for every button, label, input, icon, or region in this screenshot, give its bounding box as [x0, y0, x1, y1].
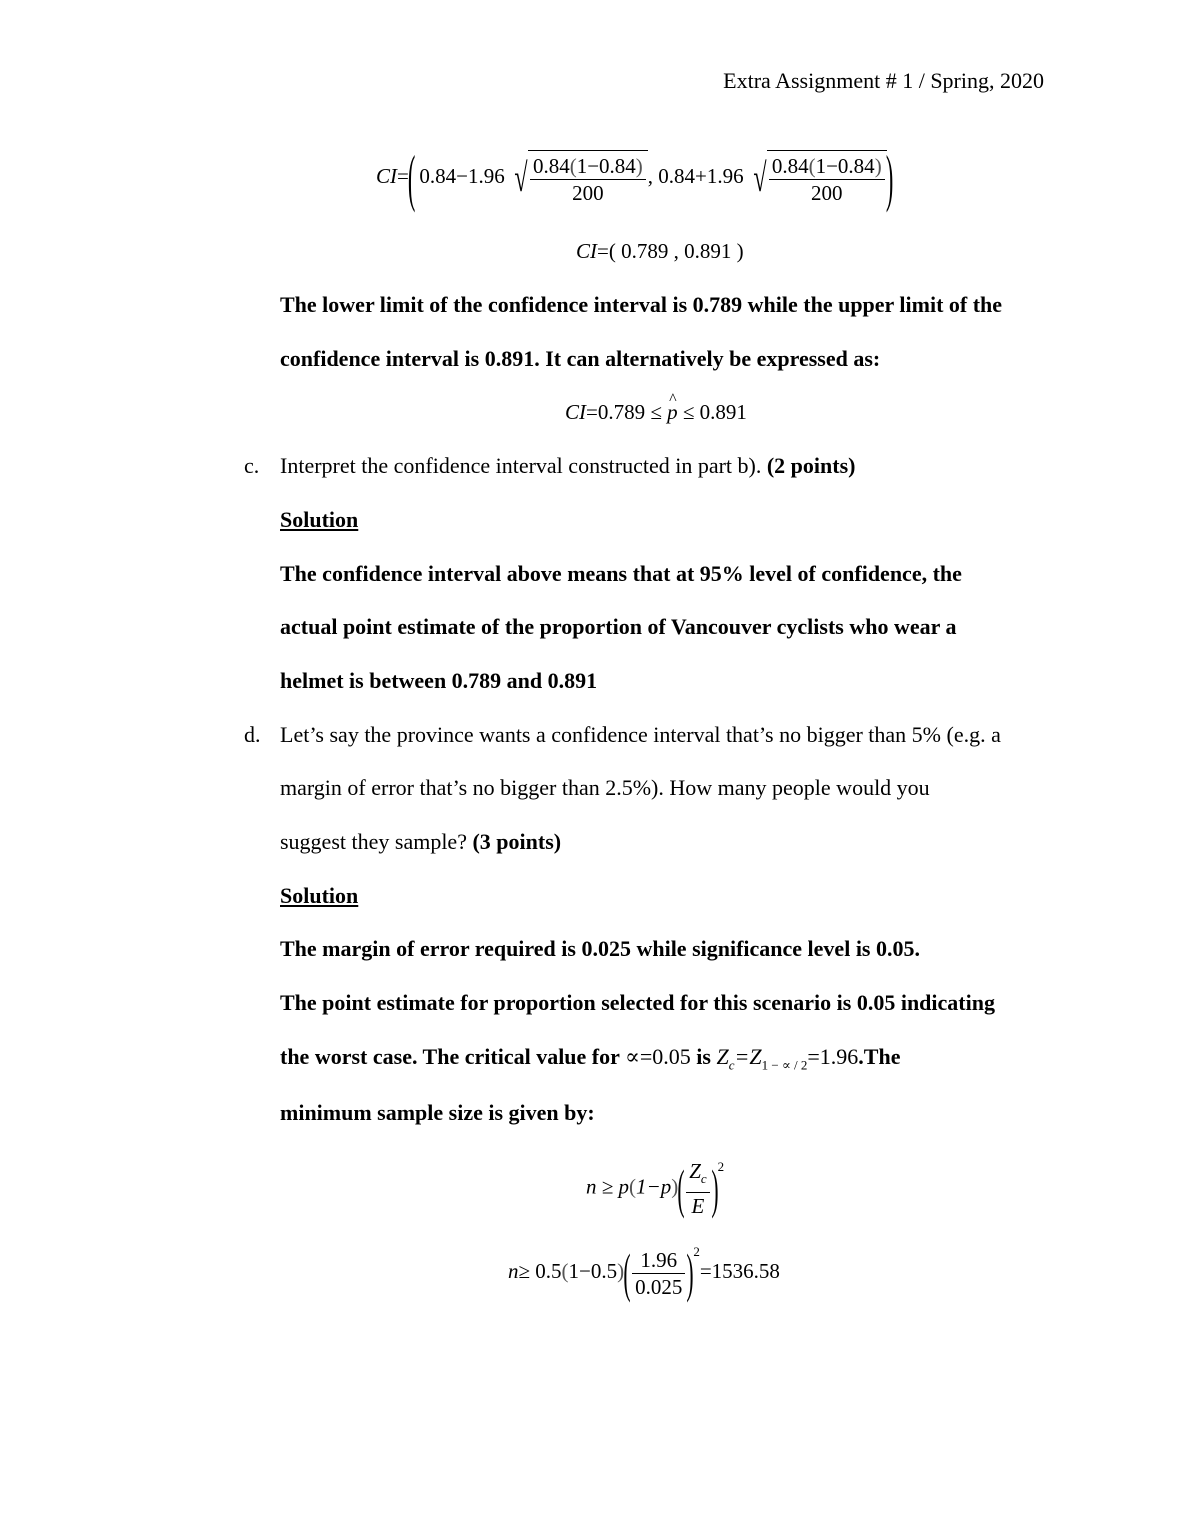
ci-result [576, 236, 744, 266]
equals-sign: = [397, 163, 409, 188]
lower-term: 0.84−1.96 [419, 163, 505, 188]
item-d-answer-line1: The margin of error required is 0.025 while significance level is 0.05. [280, 936, 920, 961]
item-c-solution-heading: Solution [280, 507, 359, 532]
ci-symbol: CI [565, 400, 586, 424]
answer3-is: is [690, 1044, 717, 1069]
power-2: 2 [717, 1159, 725, 1175]
n-ge-p: n ≥ p [586, 1174, 630, 1199]
close-paren: ) [686, 1243, 694, 1303]
ci-inequality [565, 397, 747, 427]
one-minus-p: 1−p [636, 1174, 672, 1199]
page-header: Extra Assignment # 1 / Spring, 2020 [723, 68, 1044, 93]
ci-symbol: CI [376, 163, 397, 188]
item-c-points: (2 points) [766, 453, 856, 478]
z-equals: =Z [734, 1044, 762, 1069]
frac2-num: 0.84 [771, 154, 809, 178]
p-hat: ^ p [667, 397, 678, 427]
frac-den: 200 [572, 181, 604, 205]
radical-icon: √ [514, 155, 528, 200]
item-c-question [280, 451, 855, 481]
radical-icon: √ [753, 155, 767, 200]
z-num-sub: c [700, 1171, 707, 1187]
item-d-line1: Let’s say the province wants a confidence interval that’s no bigger than 5% (e.g. a [280, 722, 1001, 747]
item-d-answer-line3 [280, 1042, 900, 1080]
alpha-value: ∝=0.05 [625, 1044, 691, 1069]
open-paren: ( [623, 1243, 631, 1303]
e-den: E [691, 1194, 705, 1219]
frac2-den: 200 [811, 181, 843, 205]
item-d-line2: margin of error that’s no bigger than 2.5%). How many people would you [280, 775, 930, 800]
item-c-answer-line2: actual point estimate of the proportion of Vancouver cyclists who wear a [280, 614, 957, 639]
sqrt-2 [749, 150, 887, 206]
item-d-marker: d. [244, 722, 261, 747]
comma: , [647, 163, 654, 188]
fraction-2: $\frac{0.84(1-0.84)}{200}$ [769, 153, 885, 206]
item-c-answer-line1: The confidence interval above means that at 95% level of confidence, the [280, 561, 962, 586]
ge-half: ≥ 0.5 [518, 1258, 562, 1283]
n-symbol: n [508, 1258, 519, 1283]
frac-num: 0.84 [532, 154, 570, 178]
power-2: 2 [693, 1243, 700, 1259]
num-196: 1.96 [632, 1247, 685, 1274]
sample-size-formula: n ≥ p(1−p)( $\frac{Z_c}{E}$ )$^2$ [586, 1158, 725, 1219]
ci-symbol: CI [576, 239, 597, 263]
item-c-marker: c. [244, 453, 260, 478]
ci-formula [376, 142, 894, 213]
answer3-end: .The [858, 1044, 901, 1069]
upper-term: 0.84+1.96 [658, 163, 744, 188]
answer3-text: the worst case. The critical value for [280, 1044, 625, 1069]
item-d-answer-line4: minimum sample size is given by: [280, 1100, 595, 1125]
sqrt-1 [510, 150, 648, 206]
ci-result-value: =( 0.789 , 0.891 ) [597, 239, 744, 263]
item-d-points: (3 points) [472, 829, 562, 854]
close-paren: ) [711, 1158, 719, 1219]
fraction-1: $\frac{0.84(1-0.84)}{200}$ [530, 153, 646, 206]
z-num: Z [689, 1159, 701, 1183]
item-c-text: Interpret the confidence interval constructed in part b). [280, 453, 767, 478]
z-sub-c: c [728, 1057, 735, 1073]
frac-num-inner: 1−0.84 [576, 154, 636, 178]
ineq-right: ≤ 0.891 [677, 400, 747, 424]
item-d-solution-heading: Solution [280, 883, 359, 908]
z-over-e [686, 1158, 709, 1219]
sample-size-calc: n≥ 0.5(1−0.5)( $\frac{1.96}{0.025}$ )$^2$=1536.58 [508, 1243, 780, 1303]
frac2-num-inner: 1−0.84 [815, 154, 875, 178]
result-value: =1536.58 [699, 1258, 780, 1283]
open-paren: ( [677, 1158, 685, 1219]
item-c-answer-line3: helmet is between 0.789 and 0.891 [280, 668, 598, 693]
z-over-e-values [632, 1247, 685, 1300]
z-symbol: Z [716, 1044, 729, 1069]
z-value: =1.96 [807, 1044, 859, 1069]
close-paren: ) [885, 142, 894, 213]
den-0025: 0.025 [635, 1274, 683, 1299]
open-paren: ( [407, 142, 416, 213]
para1-line1: The lower limit of the confidence interval is 0.789 while the upper limit of the [280, 292, 1003, 317]
item-d-line3-text: suggest they sample? [280, 829, 473, 854]
z-sub-alpha: 1 − ∝ / 2 [761, 1057, 808, 1073]
item-d-answer-line2: The point estimate for proportion selected for this scenario is 0.05 indicating [280, 990, 995, 1015]
item-d-line3 [280, 827, 561, 857]
ineq-left: =0.789 ≤ [586, 400, 668, 424]
one-minus-half: 1−0.5 [568, 1258, 618, 1283]
para1-line2: confidence interval is 0.891. It can alternatively be expressed as: [280, 346, 881, 371]
